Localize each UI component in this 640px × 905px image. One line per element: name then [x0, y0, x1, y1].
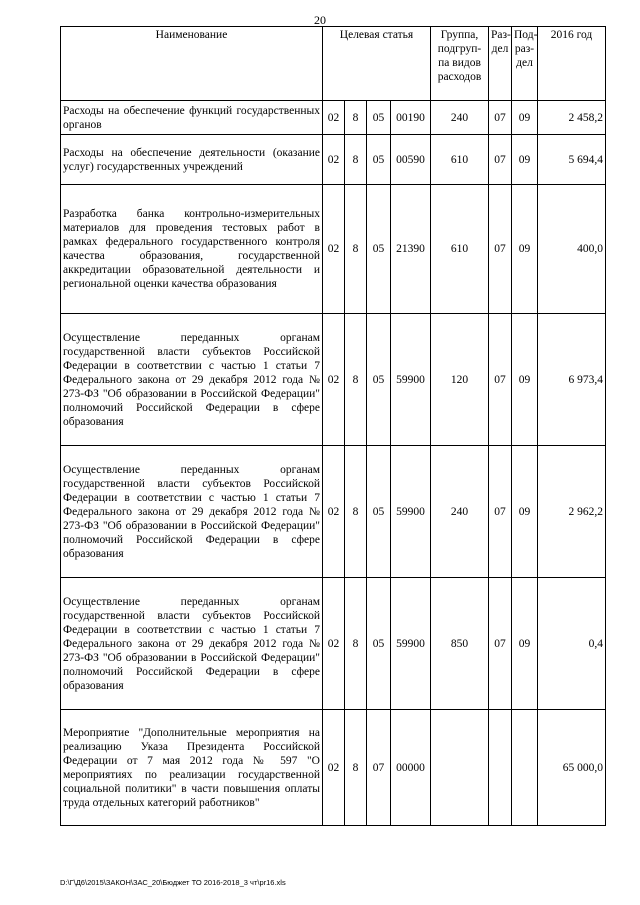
row-code-subprogram: 8	[345, 135, 367, 185]
table-row	[61, 135, 606, 185]
row-name: Осуществление переданных органам государственной власти субъектов Российской Федерации в соответствии с частью 1 статьи 7 Федерального закона от 29 декабря 2012 года № 273-ФЗ "Об образовании в Российской Федерации" полномочий Российской Федерации в сфере образования	[61, 578, 323, 710]
row-code-direction: 00590	[391, 135, 431, 185]
row-group: 610	[431, 185, 489, 314]
row-code-program: 02	[323, 185, 345, 314]
row-amount: 65 000,0	[538, 710, 606, 826]
row-group	[431, 710, 489, 826]
row-code-subprogram: 8	[345, 710, 367, 826]
header-name: Наименование	[61, 27, 323, 101]
header-group: Группа, подгруп-па видов расходов	[431, 27, 489, 101]
row-subsection: 09	[512, 446, 538, 578]
row-subsection: 09	[512, 185, 538, 314]
header-subsection: Под-раз-дел	[512, 27, 538, 101]
row-amount: 0,4	[538, 578, 606, 710]
row-amount: 5 694,4	[538, 135, 606, 185]
row-subsection: 09	[512, 578, 538, 710]
row-code-subprogram: 8	[345, 314, 367, 446]
row-amount: 2 458,2	[538, 101, 606, 135]
row-code-activity: 07	[367, 710, 391, 826]
row-code-direction: 00190	[391, 101, 431, 135]
row-subsection: 09	[512, 101, 538, 135]
row-section: 07	[489, 185, 512, 314]
row-name: Расходы на обеспечение функций государственных органов	[61, 101, 323, 135]
row-code-activity: 05	[367, 446, 391, 578]
file-path-footer: D:\Г\Д6\2015\ЗАКОН\ЗАС_20\Бюджет ТО 2016-2018_3 чт\pr16.xls	[60, 878, 286, 887]
row-group: 850	[431, 578, 489, 710]
row-amount: 6 973,4	[538, 314, 606, 446]
row-amount: 400,0	[538, 185, 606, 314]
row-code-program: 02	[323, 446, 345, 578]
row-code-direction: 59900	[391, 314, 431, 446]
row-code-program: 02	[323, 578, 345, 710]
row-code-program: 02	[323, 135, 345, 185]
row-name: Разработка банка контрольно-измерительных материалов для проведения тестовых работ в рамках федерального государственного контроля качества образования, государственной аккредитации образовательной деятельности и региональной оценки качества образования	[61, 185, 323, 314]
row-code-activity: 05	[367, 314, 391, 446]
header-row	[61, 27, 606, 101]
row-code-direction: 59900	[391, 446, 431, 578]
header-year: 2016 год	[538, 27, 606, 101]
row-code-activity: 05	[367, 135, 391, 185]
row-section: 07	[489, 446, 512, 578]
table-row	[61, 446, 606, 578]
row-code-direction: 59900	[391, 578, 431, 710]
row-code-subprogram: 8	[345, 101, 367, 135]
row-code-direction: 00000	[391, 710, 431, 826]
table-row	[61, 185, 606, 314]
row-group: 120	[431, 314, 489, 446]
row-subsection: 09	[512, 135, 538, 185]
row-subsection: 09	[512, 314, 538, 446]
row-code-program: 02	[323, 101, 345, 135]
row-section: 07	[489, 314, 512, 446]
row-code-subprogram: 8	[345, 446, 367, 578]
row-code-program: 02	[323, 710, 345, 826]
row-group: 610	[431, 135, 489, 185]
table-row	[61, 101, 606, 135]
budget-table	[60, 26, 606, 826]
row-amount: 2 962,2	[538, 446, 606, 578]
row-group: 240	[431, 101, 489, 135]
table-row	[61, 578, 606, 710]
row-name: Мероприятие "Дополнительные мероприятия на реализацию Указа Президента Российской Федерации от 7 мая 2012 года № 597 "О мероприятиях по реализации государственной социальной политики" в части повышения оплаты труда отдельных категорий работников"	[61, 710, 323, 826]
row-section: 07	[489, 578, 512, 710]
row-section: 07	[489, 135, 512, 185]
row-section: 07	[489, 101, 512, 135]
row-code-subprogram: 8	[345, 578, 367, 710]
row-name: Расходы на обеспечение деятельности (оказание услуг) государственных учреждений	[61, 135, 323, 185]
table-row	[61, 710, 606, 826]
row-code-activity: 05	[367, 185, 391, 314]
header-section: Раз-дел	[489, 27, 512, 101]
row-section	[489, 710, 512, 826]
row-code-program: 02	[323, 314, 345, 446]
row-subsection	[512, 710, 538, 826]
row-name: Осуществление переданных органам государственной власти субъектов Российской Федерации в соответствии с частью 1 статьи 7 Федерального закона от 29 декабря 2012 года № 273-ФЗ "Об образовании в Российской Федерации" полномочий Российской Федерации в сфере образования	[61, 446, 323, 578]
row-code-direction: 21390	[391, 185, 431, 314]
row-code-subprogram: 8	[345, 185, 367, 314]
header-target-article: Целевая статья	[323, 27, 431, 101]
page-number: 20	[314, 13, 326, 27]
table-row	[61, 314, 606, 446]
row-name: Осуществление переданных органам государственной власти субъектов Российской Федерации в соответствии с частью 1 статьи 7 Федерального закона от 29 декабря 2012 года № 273-ФЗ "Об образовании в Российской Федерации" полномочий Российской Федерации в сфере образования	[61, 314, 323, 446]
row-code-activity: 05	[367, 578, 391, 710]
row-code-activity: 05	[367, 101, 391, 135]
row-group: 240	[431, 446, 489, 578]
